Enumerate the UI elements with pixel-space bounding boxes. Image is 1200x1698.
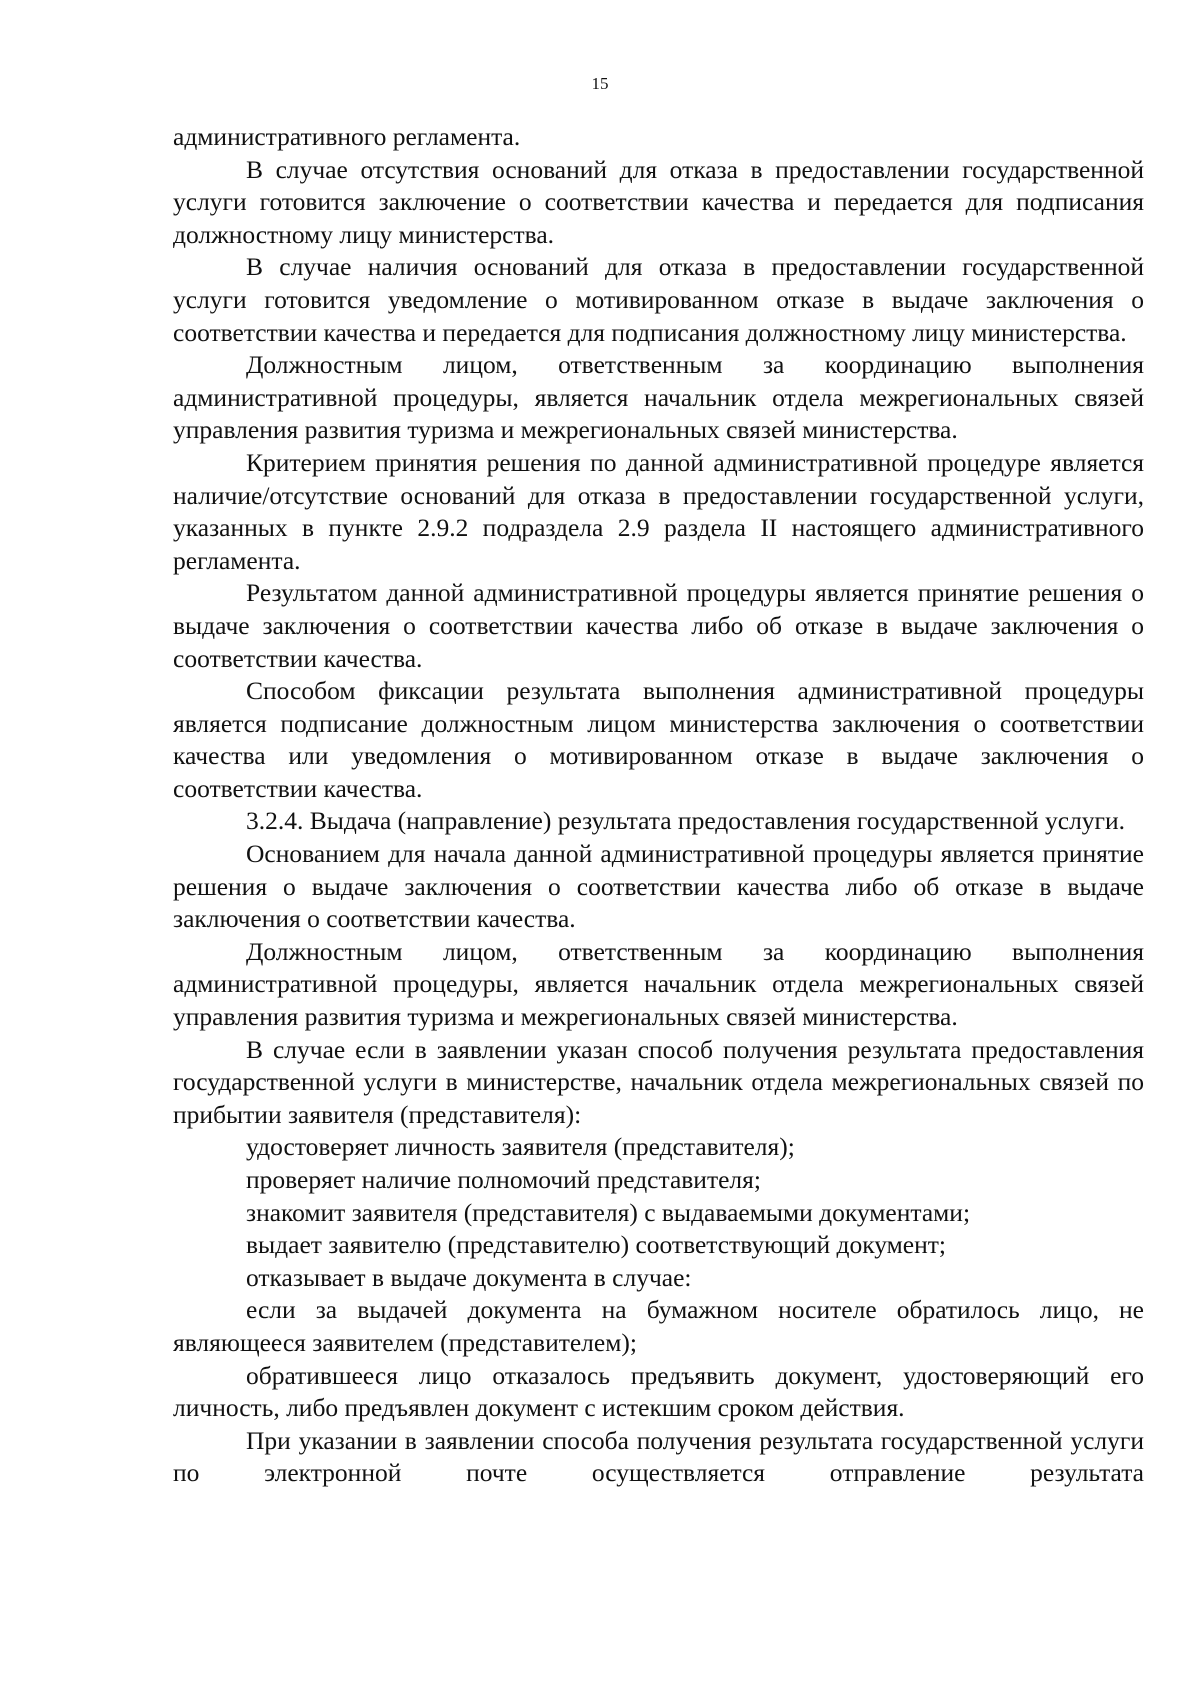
paragraph-fixation-method: Способом фиксации результата выполнения административной процедуры является подписание должностным лицом министерства заключения о соответствии качества или уведомления о мотивированном отказе в выдаче заключения о соответствии качества. xyxy=(173,676,1144,803)
paragraph-decision-criterion: Критерием принятия решения по данной административной процедуре является наличие/отсутствие оснований для отказа в предоставлении государственной услуги, указанных в пункте 2.9.2 подраздела 2.9 раздела II настоящего административного регламента. xyxy=(173,447,1144,575)
paragraph-procedure-basis: Основанием для начала данной административной процедуры является принятие решения о выдаче заключения о соответствии качества либо об отказе в выдаче заключения о соответствии качества. xyxy=(173,839,1144,934)
paragraph-grounds-present: В случае наличия оснований для отказа в предоставлении государственной услуги готовится уведомление о мотивированном отказе в выдаче заключения о соответствии качества и передается для подписания должностному лицу министерства. xyxy=(173,252,1144,347)
list-item: проверяет наличие полномочий представителя; xyxy=(246,1165,761,1194)
paragraph-in-person-receipt: В случае если в заявлении указан способ получения результата предоставления государственной услуги в министерстве, начальник отдела межрегиональных связей по прибытии заявителя (представителя): xyxy=(173,1034,1144,1129)
paragraph-responsible-official: Должностным лицом, ответственным за координацию выполнения административной процедуры, является начальник отдела межрегиональных связей управления развития туризма и межрегиональных связей министерства. xyxy=(173,350,1144,445)
document-body xyxy=(173,121,1144,1490)
list-item: отказывает в выдаче документа в случае: xyxy=(246,1262,692,1292)
list-item: знакомит заявителя (представителя) с выдаваемыми документами; xyxy=(246,1197,971,1227)
section-heading-3-2-4: 3.2.4. Выдача (направление) результата предоставления государственной услуги. xyxy=(246,806,1126,836)
page-number: 15 xyxy=(591,74,609,93)
list-item: выдает заявителю (представителю) соответствующий документ; xyxy=(246,1230,946,1260)
paragraph-continuation: административного регламента. xyxy=(173,122,521,151)
list-item: обратившееся лицо отказалось предъявить документ, удостоверяющий его личность, либо предъявлен документ с истекшим сроком действия. xyxy=(173,1360,1144,1423)
paragraph-email-delivery: При указании в заявлении способа получения результата государственной услуги по электронной почте осуществляется отправление результата xyxy=(173,1425,1144,1488)
list-item: удостоверяет личность заявителя (представителя); xyxy=(246,1132,795,1162)
paragraph-procedure-result: Результатом данной административной процедуры является принятие решения о выдаче заключения о соответствии качества либо об отказе в выдаче заключения о соответствии качества. xyxy=(173,578,1144,673)
list-item: если за выдачей документа на бумажном носителе обратилось лицо, не являющееся заявителем (представителем); xyxy=(173,1295,1144,1357)
paragraph-responsible-official-2: Должностным лицом, ответственным за координацию выполнения административной процедуры, является начальник отдела межрегиональных связей управления развития туризма и межрегиональных связей министерства. xyxy=(173,936,1144,1032)
paragraph-no-grounds: В случае отсутствия оснований для отказа в предоставлении государственной услуги готовится заключение о соответствии качества и передается для подписания должностному лицу министерства. xyxy=(173,154,1144,249)
